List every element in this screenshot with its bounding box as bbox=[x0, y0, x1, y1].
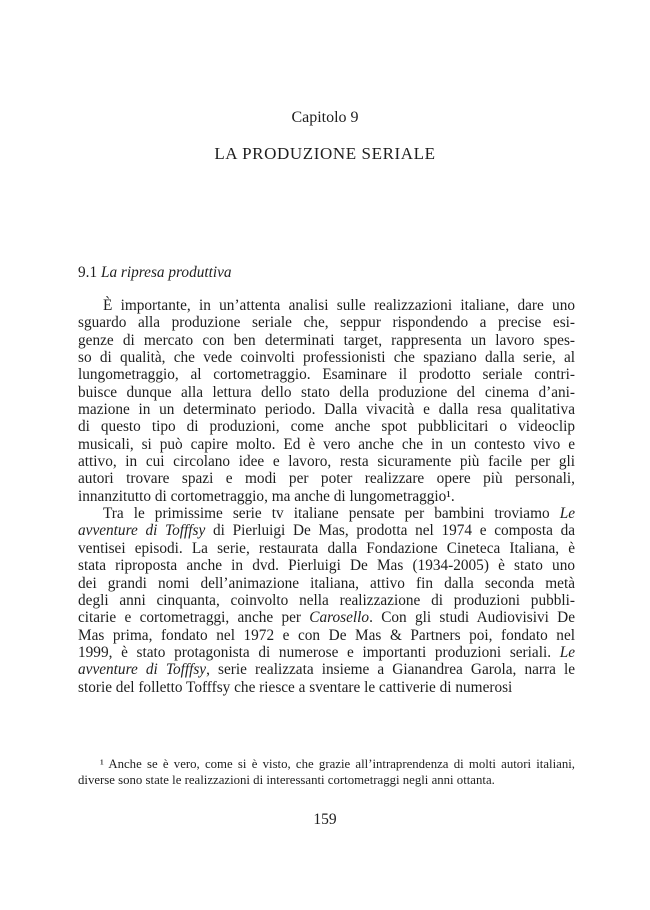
text-run: ¹ Anche se è vero, come si è visto, che grazie all’intraprendenza di molti autori italiani, bbox=[100, 757, 575, 771]
text-line bbox=[78, 505, 575, 522]
text-line bbox=[78, 557, 575, 574]
section-title: La ripresa produttiva bbox=[100, 264, 232, 281]
text-run: È importante, in un’attenta analisi sulle realizzazioni italiane, dare uno bbox=[103, 297, 575, 314]
text-line bbox=[78, 575, 575, 592]
italic-text-run: Le bbox=[559, 643, 575, 661]
text-line bbox=[78, 627, 575, 644]
page-number: 159 bbox=[313, 811, 337, 828]
text-line bbox=[78, 314, 575, 331]
text-line bbox=[78, 592, 575, 609]
text-line bbox=[78, 332, 575, 349]
text-line bbox=[78, 470, 575, 487]
paragraph bbox=[78, 505, 575, 696]
text-run: diverse sono state le realizzazioni di interessanti cortometraggi negli anni ottanta. bbox=[78, 772, 495, 787]
text-line bbox=[78, 661, 575, 678]
text-line bbox=[78, 644, 575, 661]
text-line bbox=[78, 773, 575, 789]
text-line bbox=[78, 418, 575, 435]
text-run: storie del folletto Tofffsy che riesce a sventare le cattiverie di numerosi bbox=[78, 678, 513, 696]
text-run: sguardo alla produzione seriale che, seppur rispondendo a precise esi- bbox=[78, 314, 575, 332]
text-run: citarie e cortometraggi, anche per bbox=[78, 609, 310, 627]
italic-text-run: avventure di Tofffsy bbox=[78, 522, 206, 540]
text-line bbox=[78, 436, 575, 453]
text-run: lungometraggio, al cortometraggio. Esaminare il prodotto seriale contri- bbox=[78, 366, 575, 384]
text-run: di Pierluigi De Mas, prodotta nel 1974 e composta da bbox=[205, 522, 576, 540]
text-run: so di qualità, che vede coinvolti professionisti che spaziano dalla serie, al bbox=[78, 349, 575, 367]
text-line bbox=[78, 401, 575, 418]
text-run: . Con gli studi Audiovisivi De bbox=[369, 609, 575, 627]
paragraph bbox=[78, 297, 575, 505]
text-run: ventisei episodi. La serie, restaurata dalla Fondazione Cineteca Italiana, è bbox=[78, 539, 575, 557]
text-line bbox=[78, 609, 575, 626]
section-number: 9.1 bbox=[78, 264, 98, 281]
page-title: LA PRODUZIONE SERIALE bbox=[214, 144, 436, 163]
text-run: attivo, in cui circolano idee e lavoro, resta sicuramente più facile per gli bbox=[78, 453, 575, 471]
text-run: innanzitutto di cortometraggio, ma anche di lungometraggio¹. bbox=[78, 487, 455, 505]
italic-text-run: Carosello bbox=[309, 609, 370, 627]
text-run: mazione in un determinato periodo. Dalla vivacità e dalla resa qualitativa bbox=[78, 401, 575, 419]
italic-text-run: avventure di Tofffsy bbox=[78, 661, 207, 679]
text-run: di questo tipo di produzioni, come anche spot pubblicitari o videoclip bbox=[78, 418, 575, 436]
text-line bbox=[78, 540, 575, 557]
text-line bbox=[78, 757, 575, 773]
text-run: Tra le primissime serie tv italiane pensate per bambini troviamo bbox=[103, 505, 560, 523]
text-run: Mas prima, fondato nel 1972 e con De Mas & Partners poi, fondato nel bbox=[78, 626, 575, 644]
text-line bbox=[78, 297, 575, 314]
text-run: autori trovare spazi e modi per poter realizzare opere più personali, bbox=[78, 470, 575, 488]
italic-text-run: Le bbox=[559, 505, 575, 523]
text-run: stata riproposta anche in dvd. Pierluigi De Mas (1934-2005) è stato uno bbox=[78, 557, 575, 575]
text-line bbox=[78, 522, 575, 539]
text-run: dei grandi nomi dell’animazione italiana, attivo fin dalla seconda metà bbox=[78, 574, 575, 592]
section-heading bbox=[78, 264, 232, 282]
text-run: genze di mercato con ben determinati target, rappresenta un lavoro spes- bbox=[78, 331, 575, 349]
text-run: buisce dunque alla lettura dello stato della produzione del cinema d’ani- bbox=[78, 383, 575, 401]
footnote bbox=[78, 757, 575, 788]
text-run: degli anni cinquanta, coinvolto nella realizzazione di produzioni pubbli- bbox=[78, 591, 575, 609]
chapter-label: Capitolo 9 bbox=[291, 109, 359, 126]
text-run: 1999, è stato protagonista di numerose e importanti produzioni seriali. bbox=[78, 643, 560, 661]
text-line bbox=[78, 679, 575, 696]
text-line bbox=[78, 453, 575, 470]
text-line bbox=[78, 349, 575, 366]
text-run: , serie realizzata insieme a Gianandrea Garola, narra le bbox=[206, 661, 576, 679]
text-line bbox=[78, 384, 575, 401]
body-text bbox=[78, 297, 575, 696]
text-run: musicali, si può capire molto. Ed è vero anche che in un contesto vivo e bbox=[78, 435, 575, 453]
text-line bbox=[78, 488, 575, 505]
text-line bbox=[78, 366, 575, 383]
